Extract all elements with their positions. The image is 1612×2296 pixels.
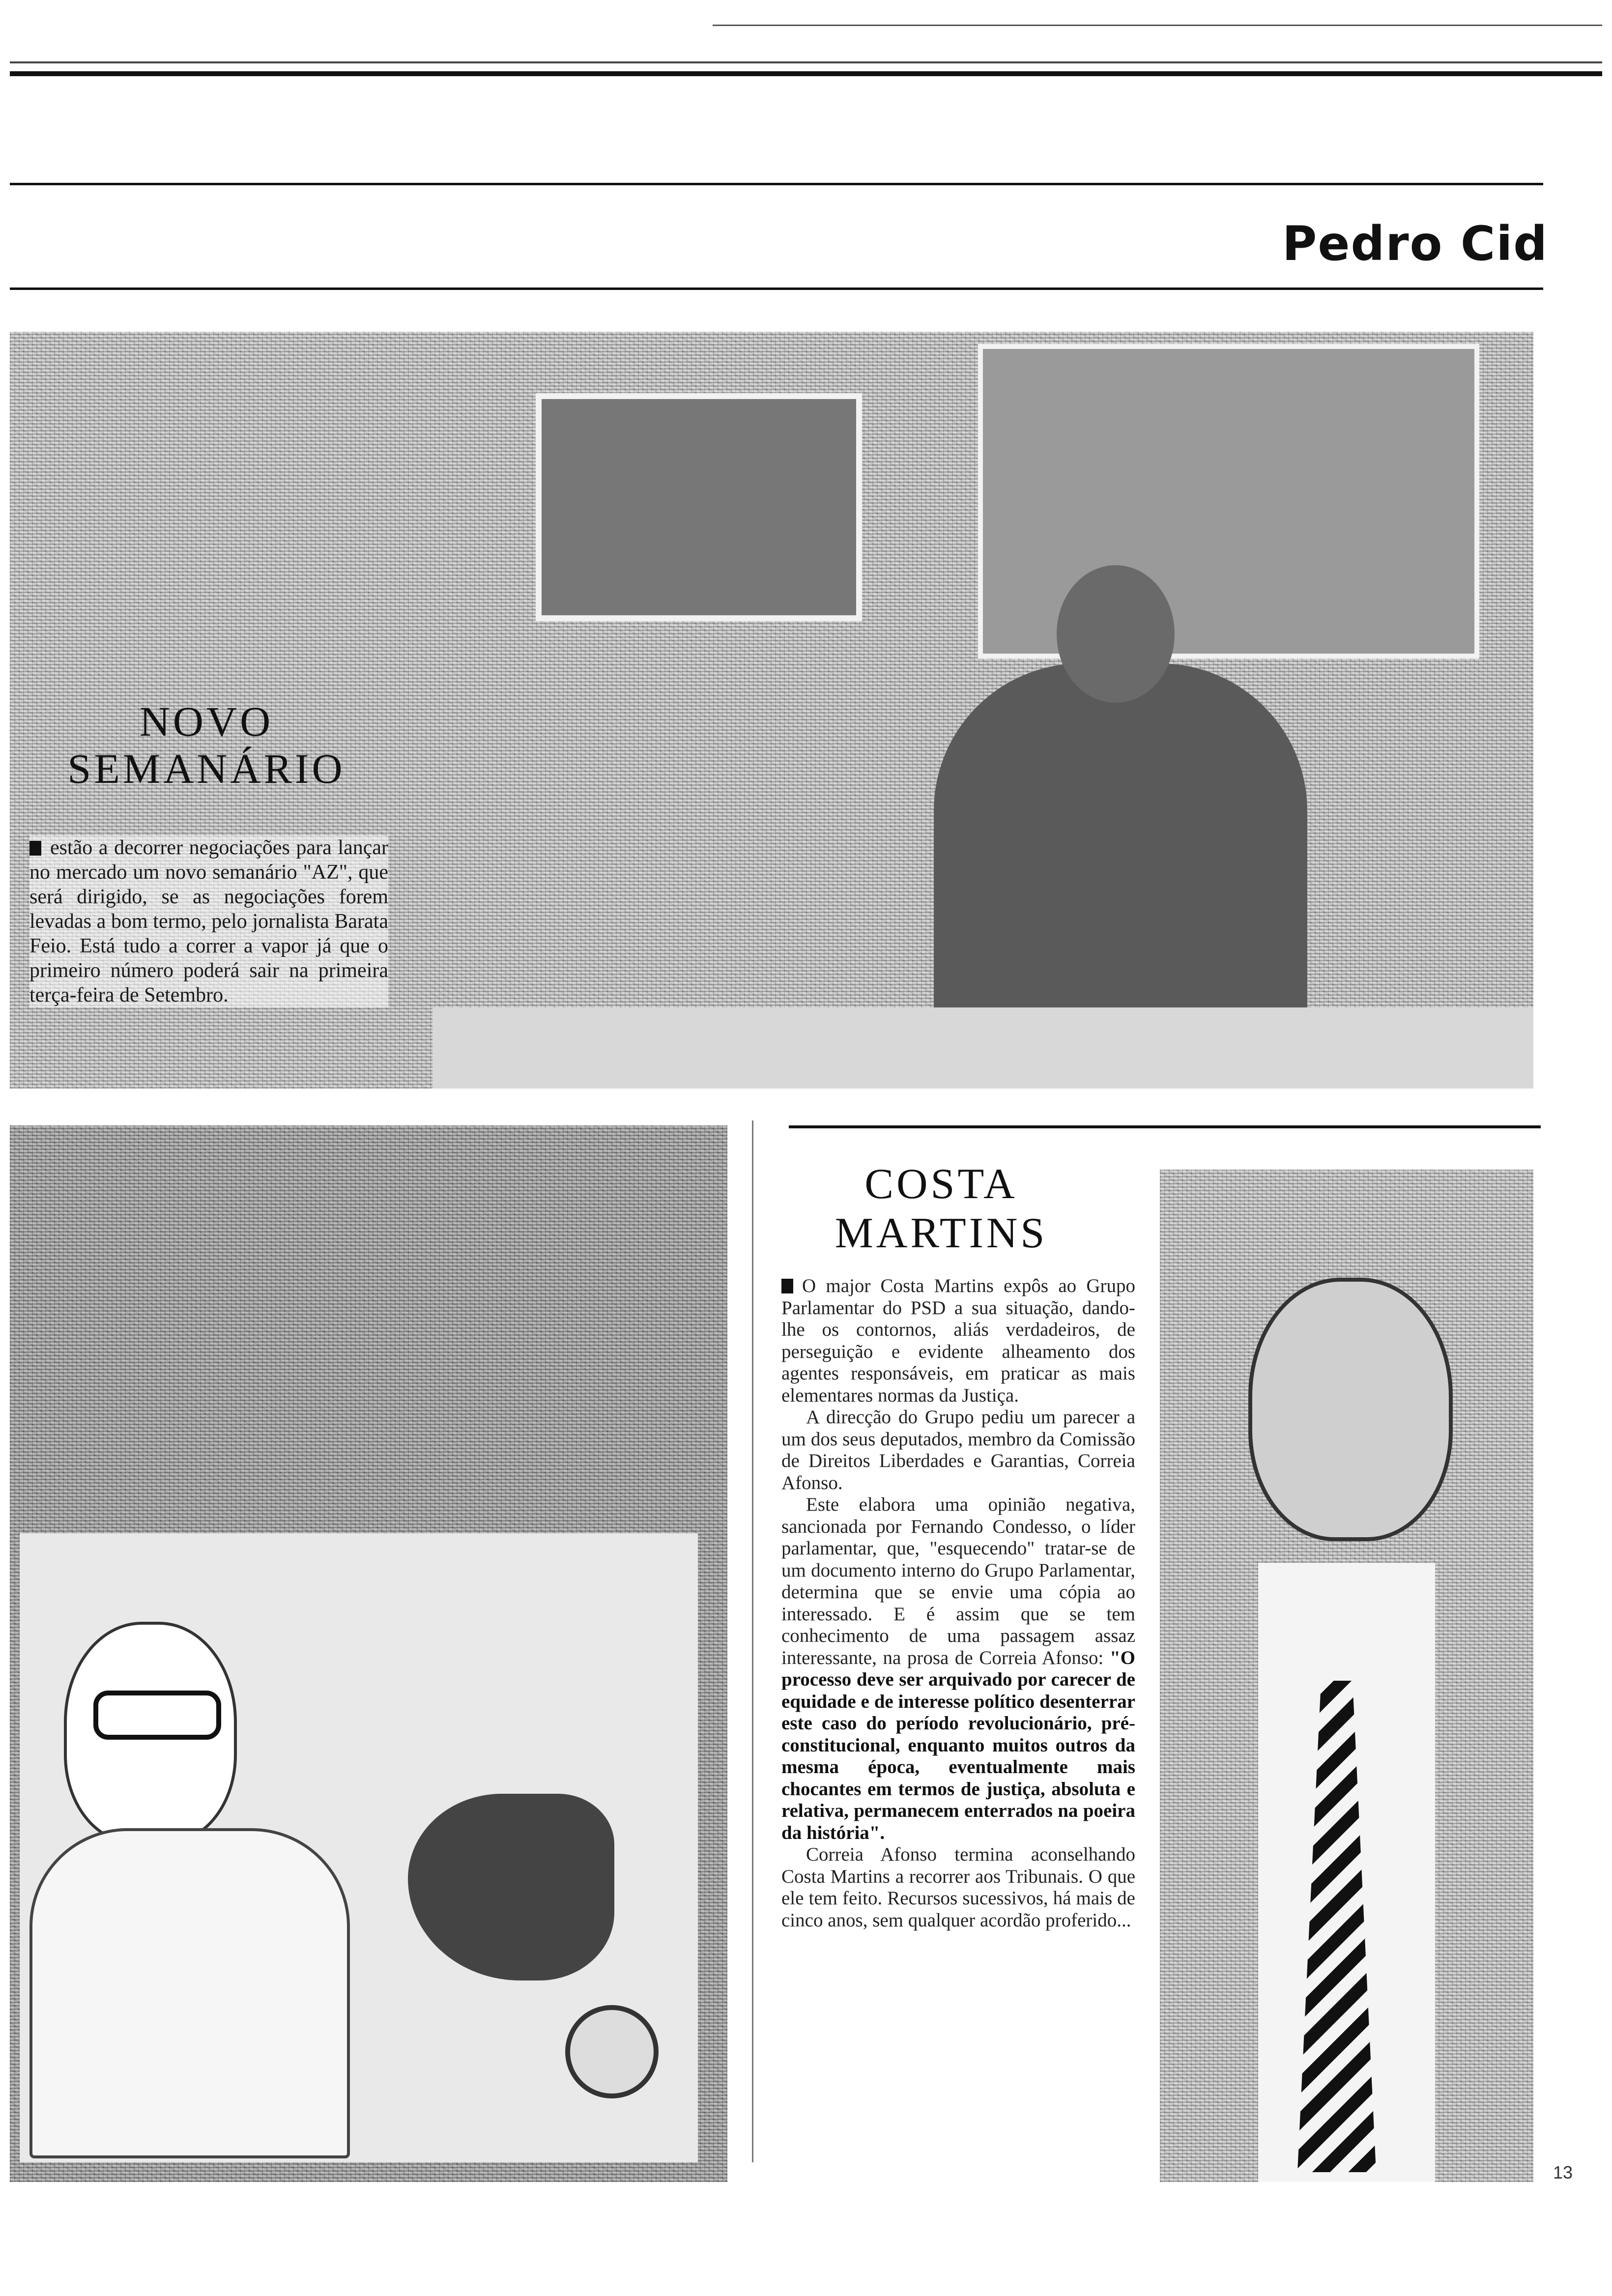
costa-martins-paragraph-4: Correia Afonso termina aconselhando Costa Martins a recorrer aos Tribunais. O que ele tem feito. Recursos sucessivos, há mais de cinco anos, sem qualquer acordão proferido... [781,1844,1135,1931]
top-rule-3 [10,71,1602,76]
costa-martins-headline [781,1160,1101,1258]
costa-martins-headline-line2: MARTINS [835,1209,1048,1257]
costa-martins-paragraph-3 [781,1494,1135,1844]
novo-semanario-headline-line1: NOVO [139,698,274,745]
column-divider [752,1120,753,2162]
novo-semanario-article [29,835,388,1007]
article-bullet [781,1279,793,1293]
seated-man-figure [934,663,1307,1047]
costa-martins-rule [789,1125,1541,1128]
wall-painting [536,393,862,621]
costa-martins-p1: O major Costa Martins expôs ao Grupo Parlamentar do PSD a sua situação, dando-lhe os contornos, aliás verdadeiros, de perseguição e evidente alheamento dos agentes responsáveis, em praticar as mais elementares normas da Justiça. [781,1275,1135,1406]
eyeglasses [93,1691,221,1740]
article-bullet [29,841,41,856]
circular-object [565,2005,659,2098]
costa-martins-head [1248,1278,1453,1541]
costa-martins-article [781,1275,1135,1931]
header-rule-bottom [10,287,1543,290]
novo-semanario-headline-line2: SEMANÁRIO [67,745,345,792]
costa-martins-paragraph-1 [781,1275,1135,1406]
desk [432,1007,1533,1089]
costa-martins-paragraph-2: A direcção do Grupo pediu um parecer a um dos seus deputados, membro da Comissão de Direitos Liberdades e Garantias, Correia Afonso. [781,1406,1135,1493]
header-rule-top [10,183,1543,185]
byline: Pedro Cid [1282,216,1548,271]
novo-semanario-body: estão a decorrer negociações para lançar no mercado um novo semanário "AZ", que será dirigido, se as negociações forem levadas a bom termo, pelo jornalista Barata Feio. Está tudo a correr a vapor já que o primeiro número poderá sair na primeira terça-feira de Setembro. [29,836,388,1006]
costa-martins-headline-line1: COSTA [864,1160,1018,1208]
seated-man-head [1057,565,1175,703]
window-frame [978,344,1479,659]
costa-martins-quote: "O processo deve ser arquivado por carecer de equidade e de interesse político desenterrar este caso do período revolucionário, pré-constitucional, enquanto muitos outros da mesma época, eventualmente mais chocantes em termos de justiça, absoluta e relativa, permanecem enterrados na poeira da história". [781,1647,1135,1843]
page-number: 13 [1553,2162,1573,2182]
top-rule-2 [10,61,1602,63]
costa-martins-p3: Este elabora uma opinião negativa, sancionada por Fernando Condesso, o líder parlamentar, que, "esquecendo" tratar-se de um documento interno do Grupo Parlamentar, determina que se envie uma cópia ao interessado. E é assim que se tem conhecimento de uma passagem assaz interessante, na prosa de Correia Afonso: [781,1494,1135,1668]
novo-semanario-headline [49,698,364,792]
top-rule-1 [713,25,1602,26]
man-with-glasses-body [29,1828,350,2158]
